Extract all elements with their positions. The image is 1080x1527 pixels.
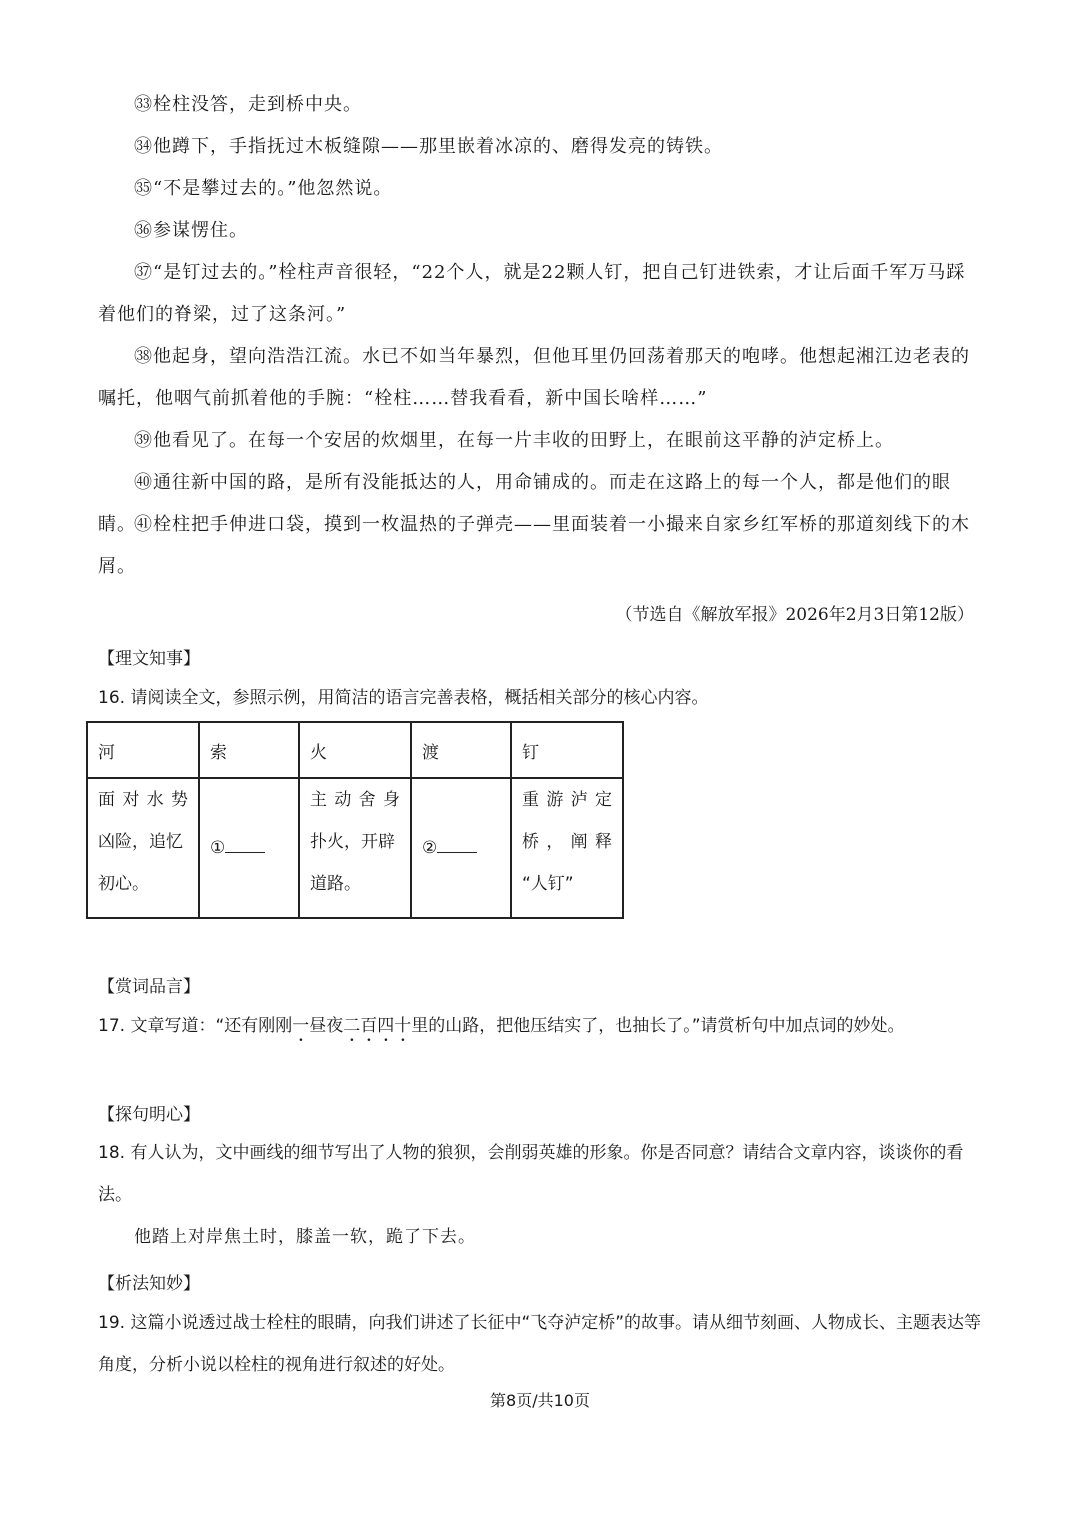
paragraph-33: ㉝栓柱没答，走到桥中央。	[134, 94, 362, 115]
paragraph-34: ㉞他蹲下，手指抚过木板缝隙——那里嵌着冰凉的、磨得发亮的铸铁。	[134, 136, 723, 157]
cell-line: 道路。	[310, 874, 361, 894]
cell-line: 凶险，追忆	[98, 832, 183, 852]
cell-line: 扑火，开辟	[310, 832, 395, 852]
question-17	[98, 1005, 983, 1047]
summary-table	[86, 721, 624, 919]
paragraph-37: ㊲“是钉过去的。”栓柱声音很轻，“22个人，就是22颗人钉，把自己钉进铁索，才让后面千军万马踩着他们的脊梁，过了这条河。”	[98, 262, 966, 325]
table-cell-ding	[511, 778, 623, 918]
q17-text: 昼夜	[309, 1016, 344, 1036]
table-header: 索	[199, 722, 299, 778]
cell-line: “人钉”	[522, 874, 574, 894]
paragraph-38: ㊳他起身，望向浩浩江流。水已不如当年暴烈，但他耳里仍回荡着那天的咆哮。他想起湘江边老表的嘱托，他咽气前抓着他的手腕：“栓柱……替我看看，新中国长啥样……”	[98, 346, 970, 409]
section-heading-18: 【探句明心】	[98, 1105, 200, 1125]
section-heading-19: 【析法知妙】	[98, 1274, 200, 1294]
paragraph-40: ㊵通往新中国的路，是所有没能抵达的人，用命铺成的。而走在这路上的每一个人，都是他们的眼睛。	[98, 472, 951, 535]
answer-blank[interactable]	[225, 852, 265, 853]
section-heading-17: 【赏词品言】	[98, 977, 200, 997]
cell-line: 主动舍身	[310, 790, 400, 810]
paragraph-36: ㊱参谋愣住。	[134, 220, 248, 241]
paragraph-41: ㊶栓柱把手伸进口袋，摸到一枚温热的子弹壳——里面装着一小撮来自家乡红军桥的那道刻线下的木屑。	[98, 514, 970, 577]
q17-text: 17. 文章写道：“还有刚刚	[98, 1016, 293, 1036]
blank-label: ①	[210, 838, 226, 858]
blank-label: ②	[422, 838, 438, 858]
cell-line: 桥，阐释	[522, 832, 612, 852]
table-cell-huo	[299, 778, 411, 918]
table-header: 渡	[411, 722, 511, 778]
table-header: 火	[299, 722, 411, 778]
table-cell-he	[87, 778, 199, 918]
question-16: 16. 请阅读全文，参照示例，用简洁的语言完善表格，概括相关部分的核心内容。	[98, 688, 709, 708]
cell-line: 面对水势	[98, 790, 188, 810]
question-18-quote: 他踏上对岸焦土时，膝盖一软，跪了下去。	[134, 1227, 476, 1247]
section-heading-16: 【理文知事】	[98, 649, 200, 669]
q17-text: 里的山路，把他压结实了，也抽长了。”请赏析句中加点词的妙处。	[411, 1016, 905, 1036]
question-19: 19. 这篇小说透过战士栓柱的眼睛，向我们讲述了长征中“飞夺泸定桥”的故事。请从细节刻画、人物成长、主题表达等角度，分析小说以栓柱的视角进行叙述的好处。	[98, 1313, 982, 1375]
table-cell-du	[411, 778, 511, 918]
question-18: 18. 有人认为，文中画线的细节写出了人物的狼狈，会削弱英雄的形象。你是否同意？请结合文章内容，谈谈你的看法。	[98, 1143, 964, 1205]
table-cell-suo	[199, 778, 299, 918]
dotted-word: 一	[292, 1016, 310, 1036]
page-number: 第8页/共10页	[490, 1391, 590, 1410]
table-header: 钉	[511, 722, 623, 778]
dotted-word: 二百四十	[343, 1016, 412, 1036]
paragraph-35: ㉟“不是攀过去的。”他忽然说。	[134, 178, 393, 199]
paragraph-39: ㊴他看见了。在每一个安居的炊烟里，在每一片丰收的田野上，在眼前这平静的泸定桥上。	[134, 430, 894, 451]
cell-line: 重游泸定	[522, 790, 612, 810]
answer-blank[interactable]	[437, 852, 477, 853]
table-header: 河	[87, 722, 199, 778]
source-citation: （节选自《解放军报》2026年2月3日第12版）	[615, 605, 974, 625]
cell-line: 初心。	[98, 874, 149, 894]
